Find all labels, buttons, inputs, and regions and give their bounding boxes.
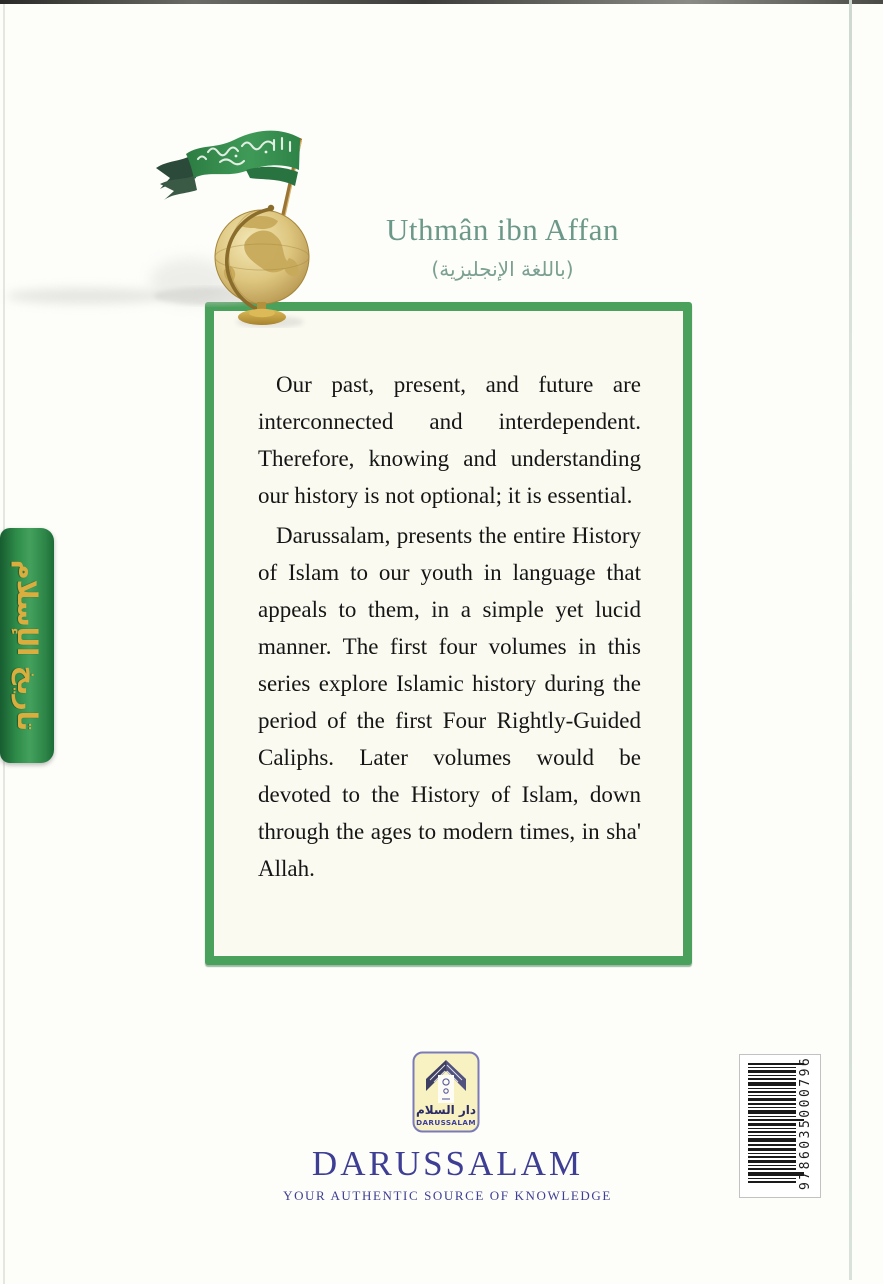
isbn-number: 9786035000796 [798,1055,813,1190]
barcode [739,1054,821,1198]
logo-arabic-text: دار السلام [415,1103,477,1117]
book-title: Uthmân ibn Affan [385,212,619,247]
scan-shadow [6,288,166,304]
publisher-block [235,1144,660,1204]
title-block [345,212,660,281]
flag-globe-illustration-icon [150,126,332,328]
blurb-paragraph-2: Darussalam, presents the entire History of Islam to our youth in language that appeals to them, in a simple yet lucid manner. The first four volumes in this series explore Islamic history during the period of the first Four Rightly-Guided Caliphs. Later volumes would be devoted to the History of Islam, down through the ages to modern times, in sha' Allah. [258,523,641,881]
spine-tab-label: تاريخ الإسلام [11,559,43,732]
spine-series-tab [0,528,54,763]
logo-badge-label: DARUSSALAM [416,1118,476,1127]
publisher-wordmark: DARUSSALAM [311,1144,584,1183]
cover-crease-line [849,0,852,1280]
book-top-edge [0,0,883,4]
blurb-box [205,302,692,965]
publisher-tagline: YOUR AUTHENTIC SOURCE OF KNOWLEDGE [283,1188,612,1203]
blurb-paragraph-1: Our past, present, and future are interconnected and interdependent. Therefore, knowing and understanding our history is not optional; it is essential. [258,372,641,508]
language-note: (باللغة الإنجليزية) [431,257,574,281]
darussalam-logo-icon [412,1051,480,1133]
